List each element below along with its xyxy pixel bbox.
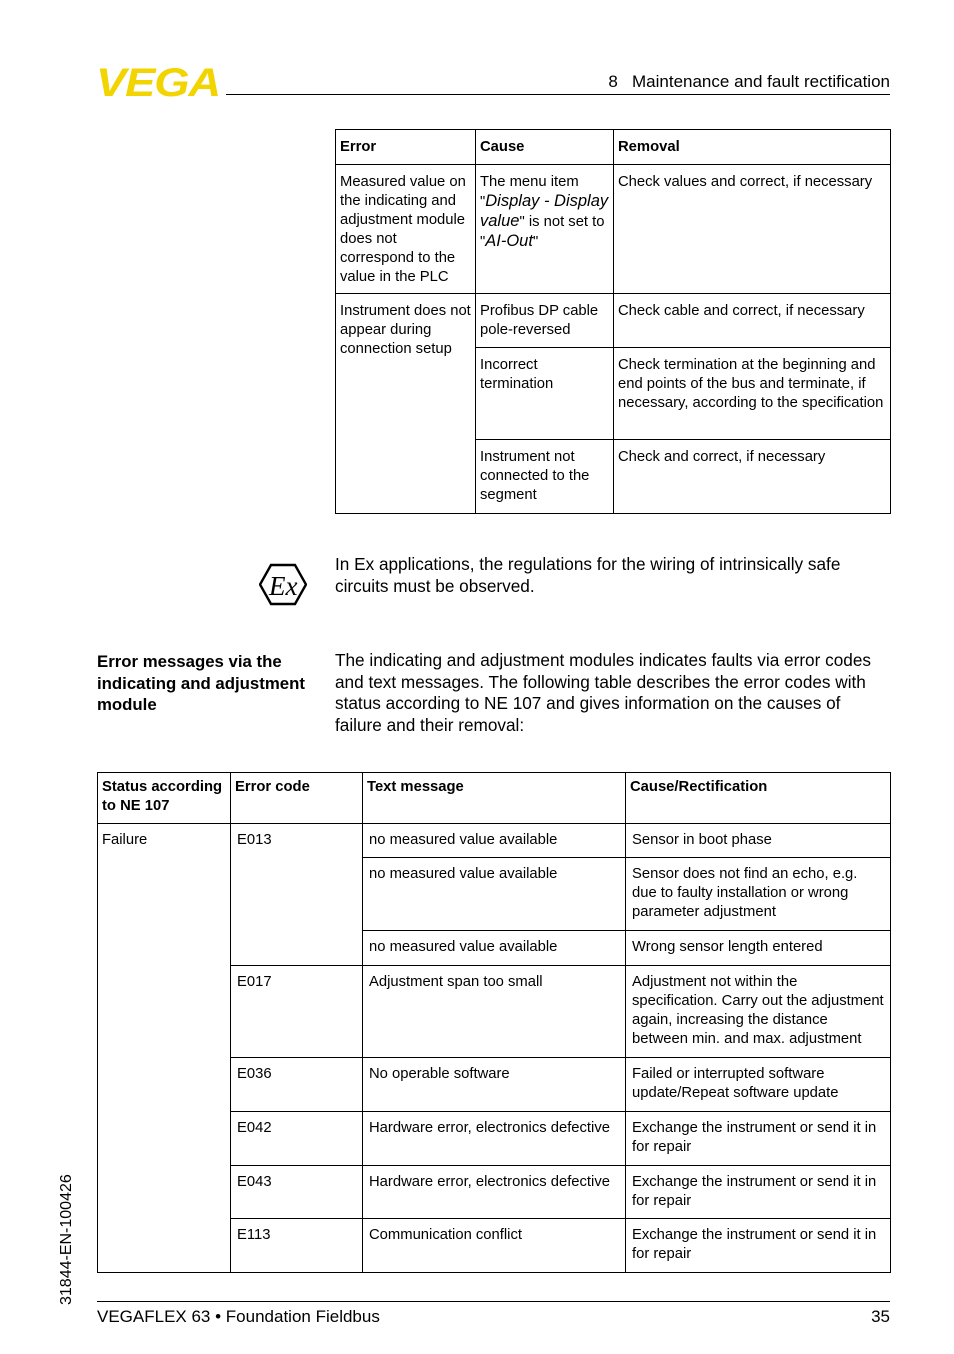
table-cell: Sensor does not find an echo, e.g. due to faulty installation or wrong parameter adjustment	[626, 858, 891, 931]
code-cell: E013	[231, 824, 363, 966]
table-cell: Check values and correct, if necessary	[614, 165, 891, 294]
table-cell: Hardware error, electronics defective	[363, 1166, 626, 1219]
status-cell: Failure	[98, 824, 231, 1273]
header-error: Error	[336, 130, 476, 165]
section-title: 8 Maintenance and fault rectification	[608, 72, 890, 91]
table-cell: The menu item "Display - Display value" is not set to "AI-Out"	[476, 165, 614, 294]
table-cell: Exchange the instrument or send it in for repair	[626, 1112, 891, 1166]
table-cell: Incorrect termination	[476, 348, 614, 440]
header-removal: Removal	[614, 130, 891, 165]
code-cell: E017	[231, 966, 363, 1058]
svg-text:Ex: Ex	[269, 571, 298, 601]
section-body: The indicating and adjustment modules indicates faults via error codes and text messages. The following table describes the error codes with status according to NE 107 and gives information on the causes of failure and their removal:	[335, 650, 871, 735]
table-cell: No operable software	[363, 1058, 626, 1112]
table-cell: Check cable and correct, if necessary	[614, 294, 891, 348]
table-cell: no measured value available	[363, 858, 626, 931]
table-cell: Hardware error, electronics defective	[363, 1112, 626, 1166]
table-cell: Wrong sensor length entered	[626, 931, 891, 966]
section-heading: Error messages via the indicating and adjustment module	[97, 652, 305, 714]
code-cell: E042	[231, 1112, 363, 1166]
svg-text:VEGA: VEGA	[96, 64, 220, 98]
ex-note-text: In Ex applications, the regulations for the wiring of intrinsically safe circuits must be observed.	[335, 554, 841, 596]
header-rule	[226, 94, 890, 95]
ex-explosion-protection-icon	[259, 563, 307, 606]
table-cell: Exchange the instrument or send it in for repair	[626, 1219, 891, 1273]
footer-rule	[97, 1301, 890, 1302]
vega-logo	[96, 64, 220, 98]
header-text-message: Text message	[363, 773, 626, 824]
table-cell: Adjustment span too small	[363, 966, 626, 1058]
code-cell: E036	[231, 1058, 363, 1112]
table-cell: Measured value on the indicating and adjustment module does not correspond to the value in the PLC	[336, 165, 476, 294]
table-cell: Instrument not connected to the segment	[476, 440, 614, 514]
table-cell: Exchange the instrument or send it in for repair	[626, 1166, 891, 1219]
header-status: Status according to NE 107	[98, 773, 231, 824]
footer-product: VEGAFLEX 63 • Foundation Fieldbus	[97, 1307, 380, 1326]
header-cause: Cause	[476, 130, 614, 165]
table-cell: Profibus DP cable pole-reversed	[476, 294, 614, 348]
code-cell: E043	[231, 1166, 363, 1219]
document-id: 31844-EN-100426	[58, 1174, 75, 1305]
table-cell: Communication conflict	[363, 1219, 626, 1273]
table-cell: no measured value available	[363, 824, 626, 858]
table-cell: Failed or interrupted software update/Repeat software update	[626, 1058, 891, 1112]
table-cell: Adjustment not within the specification. Carry out the adjustment again, increasing the distance between min. and max. adjustment	[626, 966, 891, 1058]
header-error-code: Error code	[231, 773, 363, 824]
fault-table	[335, 129, 891, 514]
code-cell: E113	[231, 1219, 363, 1273]
table-cell: Sensor in boot phase	[626, 824, 891, 858]
table-cell: Instrument does not appear during connection setup	[336, 294, 476, 514]
error-code-table	[97, 772, 891, 1273]
header-cause-rectification: Cause/Rectification	[626, 773, 891, 824]
table-cell: Check termination at the beginning and end points of the bus and terminate, if necessary, according to the specification	[614, 348, 891, 440]
table-cell: no measured value available	[363, 931, 626, 966]
page-number: 35	[871, 1307, 890, 1326]
table-cell: Check and correct, if necessary	[614, 440, 891, 514]
